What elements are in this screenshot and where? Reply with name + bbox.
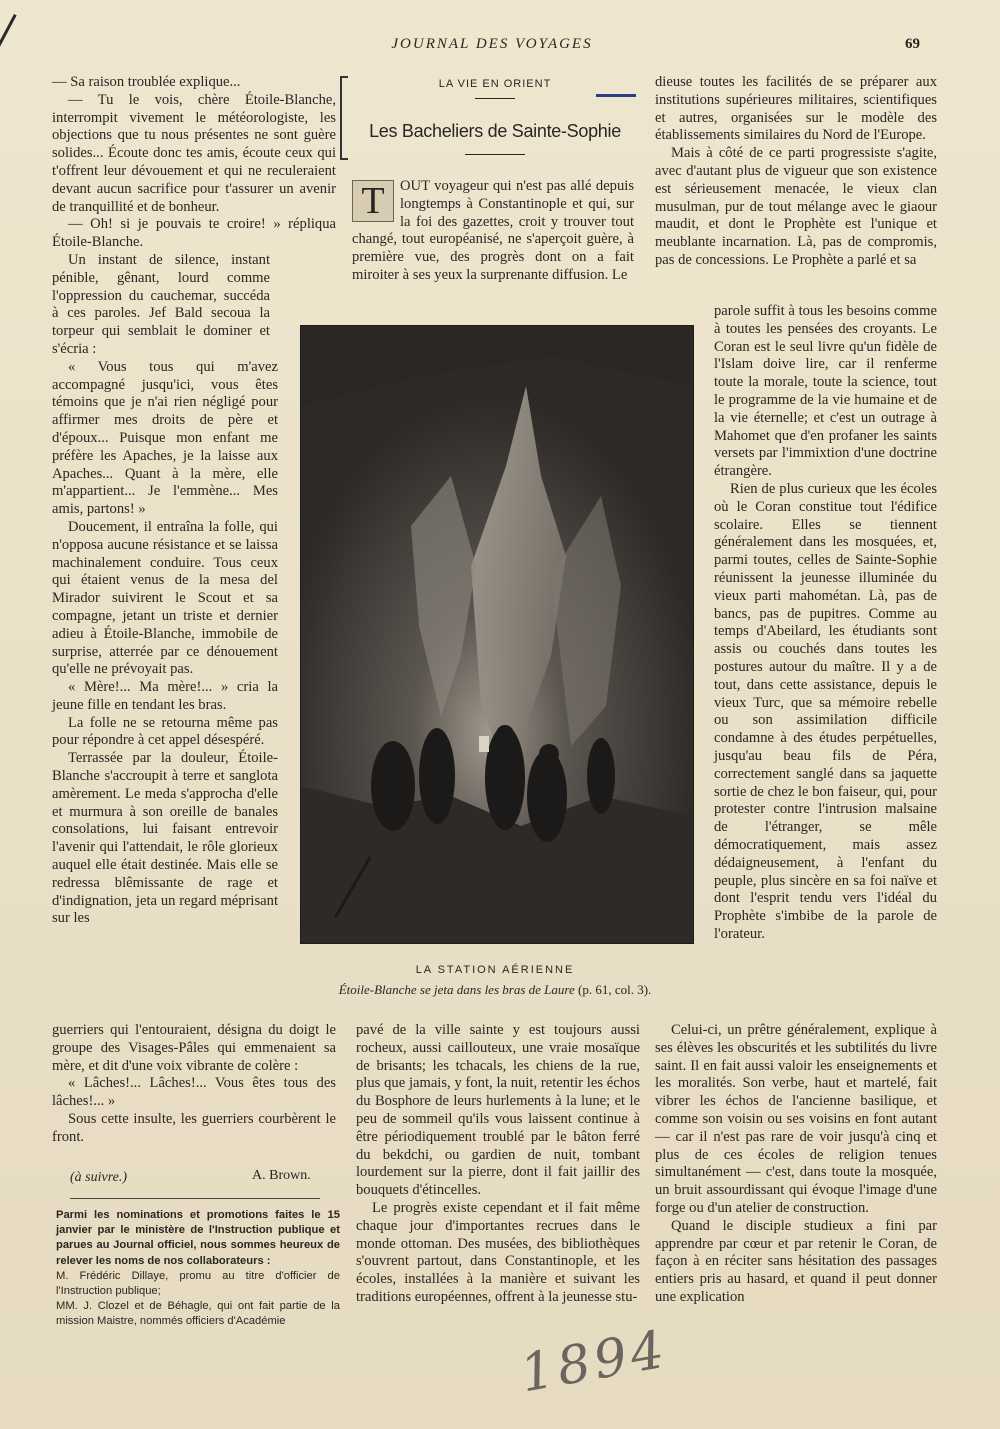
caption-text: Étoile-Blanche se jeta dans les bras de Laure bbox=[338, 982, 575, 997]
column-3-top bbox=[655, 74, 937, 270]
paragraph: « Vous tous qui m'avez accompagné jusqu'ici, vous êtes témoins que je n'ai rien négligé pour affirmer mes droits de père et d'époux... Puisque mon enfant me préfère les Apaches, je la laisse aux Apaches... Quant à la mère, elle m'appartient... Je l'emmène... Mes amis, partons! » bbox=[52, 358, 278, 518]
article-header bbox=[350, 78, 640, 155]
paragraph: Doucement, il entraîna la folle, qui n'opposa aucune résistance et se laissa machinalement conduire. Tous ceux qui étaient venus de la mesa del Mirador suivirent le Scout et sa compagne, jetant un triste et dernier adieu à Étoile-Blanche, immobile de surprise, atterrée par ce dénouement qu'elle ne prévoyait pas. bbox=[52, 518, 278, 678]
paragraph: guerriers qui l'entouraient, désigna du doigt le groupe des Visages-Pâles qui emmenaient sa mère, et dit d'une voix vibrante de colère : bbox=[52, 1022, 336, 1074]
paragraph: Terrassée par la douleur, Étoile-Blanche s'accroupit à terre et sanglota amèrement. Le meda s'approcha d'elle et murmura à son oreille de banales consolations, lui faisant entrevoir l'avenir qui l'attendait, le rôle glorieux auquel elle était destinée. Mais elle se redressa blêmissante de rage et d'indignation, jeta un regard méprisant sur les bbox=[52, 750, 278, 927]
divider bbox=[475, 98, 515, 99]
nominations-notice bbox=[56, 1208, 340, 1330]
paragraph: Rien de plus curieux que les écoles où le Coran constitue tout l'édifice scolaire. Elles se tiennent généralement dans les mosquées, et, parmi toutes, celles de Sainte-Sophie réunissent la jeunesse illuminée du vieux parti mahométan. Là, pas de bancs, pas de pupitres. Comme au temps d'Abeilard, les étudiants sont assis ou couchés dans toutes les postures autour du maître. Il y a de tout, dans cette assistance, depuis le vieux Turc, que sa mémoire rebelle ou son assimilation difficile condamne à des études perpétuelles, jusqu'au beau fils de Péra, correctement sanglé dans sa jaquette sortie de chez le bon faiseur, qui, pour protester contre l'intrusion malsaine de l'étranger, se mêle démocratiquement, mais assez dédaigneusement, à l'enfant du peuple, plus sincère en sa foi naïve et dont l'esprit tendu vers l'idéal du Prophète s'imbibe de la parole de l'orateur. bbox=[714, 480, 937, 942]
handwritten-year: 1894 bbox=[515, 1319, 673, 1405]
engraving-illustration bbox=[300, 325, 694, 944]
paragraph: « Lâches!... Lâches!... Vous êtes tous des lâches!... » bbox=[52, 1075, 336, 1110]
to-be-continued: (à suivre.) bbox=[70, 1170, 128, 1185]
article-title: Les Bacheliers de Sainte-Sophie bbox=[369, 121, 621, 141]
paragraph: pavé de la ville sainte y est toujours aussi rocheux, aussi caillouteux, une vraie mosaïque de brisants; les tchacals, les chiens de la rue, plus que jamais, y font, la nuit, retentir les échos du Bosphore de leurs hurlements à la lune; et le peu de sommeil qu'ils vous laissent continue à être périodiquement troublé par le bâton ferré du bekdchi, ou gardien de nuit, tombant lourdement sur la pierre, dont il fait jaillir des bouquets d'étincelles. bbox=[356, 1022, 640, 1199]
paragraph: « Mère!... Ma mère!... » cria la jeune fille en tendant les bras. bbox=[52, 679, 278, 713]
column-3-bottom bbox=[655, 1022, 937, 1307]
divider bbox=[70, 1198, 320, 1199]
paragraph: dieuse toutes les facilités de se préparer aux institutions supérieures militaires, scientifiques et autres, organisées sur le modèle des établissements similaires du Nord de l'Europe. bbox=[655, 74, 937, 144]
notice-paragraph: Parmi les nominations et promotions faites le 15 janvier par le ministère de l'Instruction publique et parues au Journal officiel, nous sommes heureux de relever les noms de nos collaborateurs : bbox=[56, 1209, 340, 1267]
paragraph: parole suffit à tous les besoins comme à toutes les pensées des croyants. Le Coran est le seul livre qu'un fidèle de l'Islam doive lire, car il renferme toute la morale, toute la science, tout le programme de la vie humaine et de la vie éternelle; et c'est un outrage à Mahomet que d'en profaner les saints versets par l'immixtion d'une doctrine étrangère. bbox=[714, 303, 937, 480]
paragraph: OUT voyageur qui n'est pas allé depuis longtemps à Constantinople et qui, sur la foi des gazettes, croit y trouver tout changé, tout européanisé, ne s'aperçoit guère, à première vue, des progrès dont on a fait miroiter à ses yeux la surprenante diffusion. Le bbox=[352, 178, 634, 283]
column-2-top bbox=[352, 178, 634, 285]
paragraph: La folle ne se retourna même pas pour répondre à cet appel désespéré. bbox=[52, 714, 278, 749]
drop-cap: T bbox=[352, 180, 394, 222]
page-header bbox=[0, 36, 1000, 56]
divider bbox=[465, 154, 525, 155]
paragraph: Quand le disciple studieux a fini par apprendre par cœur et par retenir le Coran, de façon à en réciter sans hésitation des passages entiers pris au hasard, et quand il peut donner une explication bbox=[655, 1217, 937, 1305]
engraving-picture bbox=[301, 326, 693, 943]
column-1-bottom bbox=[52, 1022, 336, 1147]
paragraph: — Tu le vois, chère Étoile-Blanche, interrompit vivement le météorologiste, les objections que tu nous présentes ne sont guère solides... Écoute donc tes amis, écoute ceux qui t'offrent leur dévouement et qui ne reculeraient devant aucun sacrifice pour t'assurer un avenir de tranquillité et de bonheur. bbox=[52, 91, 336, 215]
paragraph: Mais à côté de ce parti progressiste s'agite, avec d'autant plus de vigueur que son existence est sérieusement menacée, le vieux clan musulman, pur de tout mélange avec le giaour maudit, et dont le Prophète est l'unique et meublante incarnation. Là, pas de compromis, pas de concessions. Le Prophète a parlé et sa bbox=[655, 145, 937, 268]
paragraph: Le progrès existe cependant et il fait même chaque jour d'importantes recrues dans le monde ottoman. Des musées, des bibliothèques s'ouvrent partout, dans Constantinople, et les écoles, installées à la manière et suivant les traditions européennes, offrent à la jeunesse stu- bbox=[356, 1199, 640, 1305]
illustration-title: LA STATION AÉRIENNE bbox=[415, 964, 575, 976]
column-3-middle bbox=[714, 303, 937, 944]
paragraph: — Sa raison troublée explique... bbox=[52, 74, 241, 90]
column-1-top bbox=[52, 74, 336, 928]
journal-title: JOURNAL DES VOYAGES bbox=[391, 36, 593, 52]
paragraph: Un instant de silence, instant pénible, gênant, lourd comme l'oppression du cauchemar, succéda à ces paroles. Jef Bald secoua la torpeur qui semblait le dominer et s'écria : bbox=[52, 251, 270, 357]
ink-bracket-left bbox=[340, 76, 348, 160]
author-signature: A. Brown. bbox=[252, 1168, 311, 1183]
caption-reference: (p. 61, col. 3). bbox=[577, 982, 652, 997]
page-number: 69 bbox=[905, 36, 920, 52]
notice-paragraph: M. Frédéric Dillaye, promu au titre d'officier de l'Instruction publique; bbox=[56, 1269, 340, 1298]
article-rubric: LA VIE EN ORIENT bbox=[438, 78, 552, 90]
notice-paragraph: MM. J. Clozel et de Béhagle, qui ont fait partie de la mission Maistre, nommés officiers d'Académie bbox=[56, 1300, 340, 1328]
illustration-caption bbox=[300, 982, 690, 998]
column-2-bottom bbox=[356, 1022, 640, 1307]
paragraph: — Oh! si je pouvais te croire! » répliqua Étoile-Blanche. bbox=[52, 216, 336, 251]
paragraph: Celui-ci, un prêtre généralement, explique à ses élèves les obscurités et les subtilités du livre saint. Il en fait aussi valoir les enseignements et les moralités. Son verbe, haut et martelé, fait vibrer les échos de l'ancienne basilique, et comme son voisin ou ses voisins en font autant — car il n'est pas rare de voir jusqu'à cinq et plus de ces écoles de religion tenues simultanément — c'est, dans toute la mosquée, un bruit assourdissant qui évoque l'image d'une forge ou d'un atelier de construction. bbox=[655, 1022, 937, 1216]
paragraph: Sous cette insulte, les guerriers courbèrent le front. bbox=[52, 1110, 336, 1145]
